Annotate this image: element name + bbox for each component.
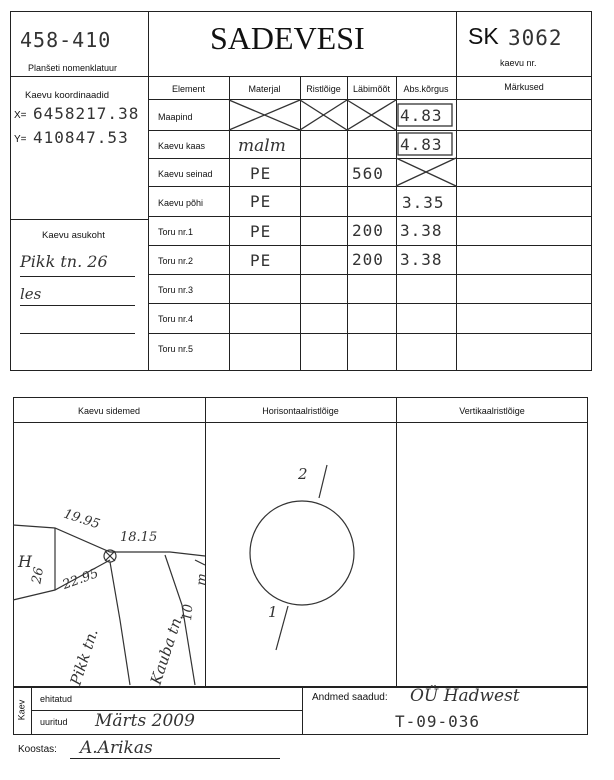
cell-materjal: malm [238, 136, 286, 156]
cell-abs: 3.38 [400, 221, 443, 240]
row-element: Maapind [158, 112, 193, 122]
cell-materjal: PE [250, 251, 272, 270]
sketch-number: 10 [180, 603, 197, 622]
divider [148, 216, 592, 217]
row-element: Toru nr.2 [158, 256, 194, 266]
section-horisontaal: Horisontaalristlõige [262, 406, 339, 416]
divider [10, 76, 148, 77]
divider [10, 219, 148, 220]
page-title: SADEVESI [210, 20, 365, 56]
underline [70, 758, 280, 759]
cell-materjal: PE [250, 222, 272, 241]
row-element: Toru nr.4 [158, 314, 194, 324]
sk-caption: kaevu nr. [500, 58, 537, 68]
divider [396, 77, 397, 371]
location-label: Kaevu asukoht [42, 230, 105, 241]
andmed-value: OÜ Hadwest [410, 686, 520, 706]
underline [20, 276, 135, 277]
header-ristloige: Ristlõige [306, 84, 341, 94]
pipe-label: 2 [298, 465, 308, 483]
divider [148, 130, 592, 131]
sheet-number: 458-410 [20, 28, 112, 52]
sketch-street: Kauba tn. [146, 611, 187, 687]
coord-y-value: 410847.53 [33, 128, 129, 147]
divider [148, 274, 592, 275]
bottom-form-frame [13, 397, 588, 687]
andmed-label: Andmed saadud: [312, 692, 388, 703]
row-element: Kaevu kaas [158, 141, 206, 151]
section-sidemed: Kaevu sidemed [77, 406, 141, 416]
cell-abs: 4.83 [400, 135, 443, 154]
divider [148, 11, 149, 371]
divider [148, 158, 592, 159]
cell-labimoot: 200 [352, 250, 384, 269]
header-materjal: Materjal [248, 84, 281, 94]
divider [148, 245, 592, 246]
row-element: Toru nr.5 [158, 344, 194, 354]
sketch-dimension: 18.15 [120, 530, 158, 545]
location-line1: Pikk tn. 26 [20, 252, 108, 271]
cell-materjal: PE [250, 192, 272, 211]
coord-x-value: 6458217.38 [33, 104, 140, 123]
header-abs: Abs.kõrgus [403, 84, 449, 94]
sk-number: 3062 [508, 26, 563, 50]
divider [347, 77, 348, 371]
koostas-label: Koostas: [18, 744, 57, 755]
header-labimoot: Läbimõõt [352, 84, 391, 94]
uuritud-label: uuritud [40, 717, 68, 727]
cell-abs: 3.38 [400, 250, 443, 269]
koostas-value: A.Arikas [80, 738, 153, 758]
sketch-dimension: 26 [29, 566, 48, 585]
divider [205, 397, 206, 687]
location-line2: les [20, 285, 42, 303]
cell-labimoot: 560 [352, 164, 384, 183]
cell-abs: 3.35 [402, 193, 445, 212]
underline [20, 305, 135, 306]
coords-label: Kaevu koordinaadid [25, 90, 109, 101]
underline [20, 333, 135, 334]
divider [148, 303, 592, 304]
header-markused: Märkused [504, 82, 544, 92]
row-element: Toru nr.1 [158, 227, 194, 237]
divider [148, 186, 592, 187]
divider [148, 333, 592, 334]
sketch-street: Pikk tn. [66, 626, 102, 688]
divider [456, 11, 457, 77]
cell-materjal: PE [250, 164, 272, 183]
row-element: Kaevu seinad [158, 169, 213, 179]
divider [148, 99, 592, 100]
divider [300, 77, 301, 371]
sketch-building: H [18, 552, 32, 571]
sk-label: SK [468, 23, 499, 49]
sketch-dimension: 22.95 [60, 566, 101, 593]
sketch-number: m [194, 572, 211, 587]
divider [13, 422, 588, 423]
cell-labimoot: 200 [352, 221, 384, 240]
ehitatud-label: ehitatud [40, 694, 73, 704]
kaev-label: Kaev [16, 699, 27, 721]
divider [456, 77, 457, 371]
divider [148, 76, 592, 77]
pipe-label: 1 [268, 603, 278, 621]
divider [229, 77, 230, 371]
sketch-dimension: 19.95 [61, 506, 102, 533]
cell-abs: 4.83 [400, 106, 443, 125]
row-element: Toru nr.3 [158, 285, 194, 295]
coord-x-prefix: X= [14, 110, 27, 121]
coord-y-prefix: Y= [14, 134, 27, 145]
uuritud-value: Märts 2009 [95, 711, 195, 731]
header-element: Element [171, 84, 206, 94]
section-vertikaal: Vertikaalristlõige [459, 406, 525, 416]
row-element: Kaevu põhi [158, 198, 204, 208]
divider [302, 687, 303, 735]
sheet-label: Planšeti nomenklatuur [28, 63, 118, 73]
andmed-code: T-09-036 [395, 712, 481, 731]
divider [396, 397, 397, 687]
